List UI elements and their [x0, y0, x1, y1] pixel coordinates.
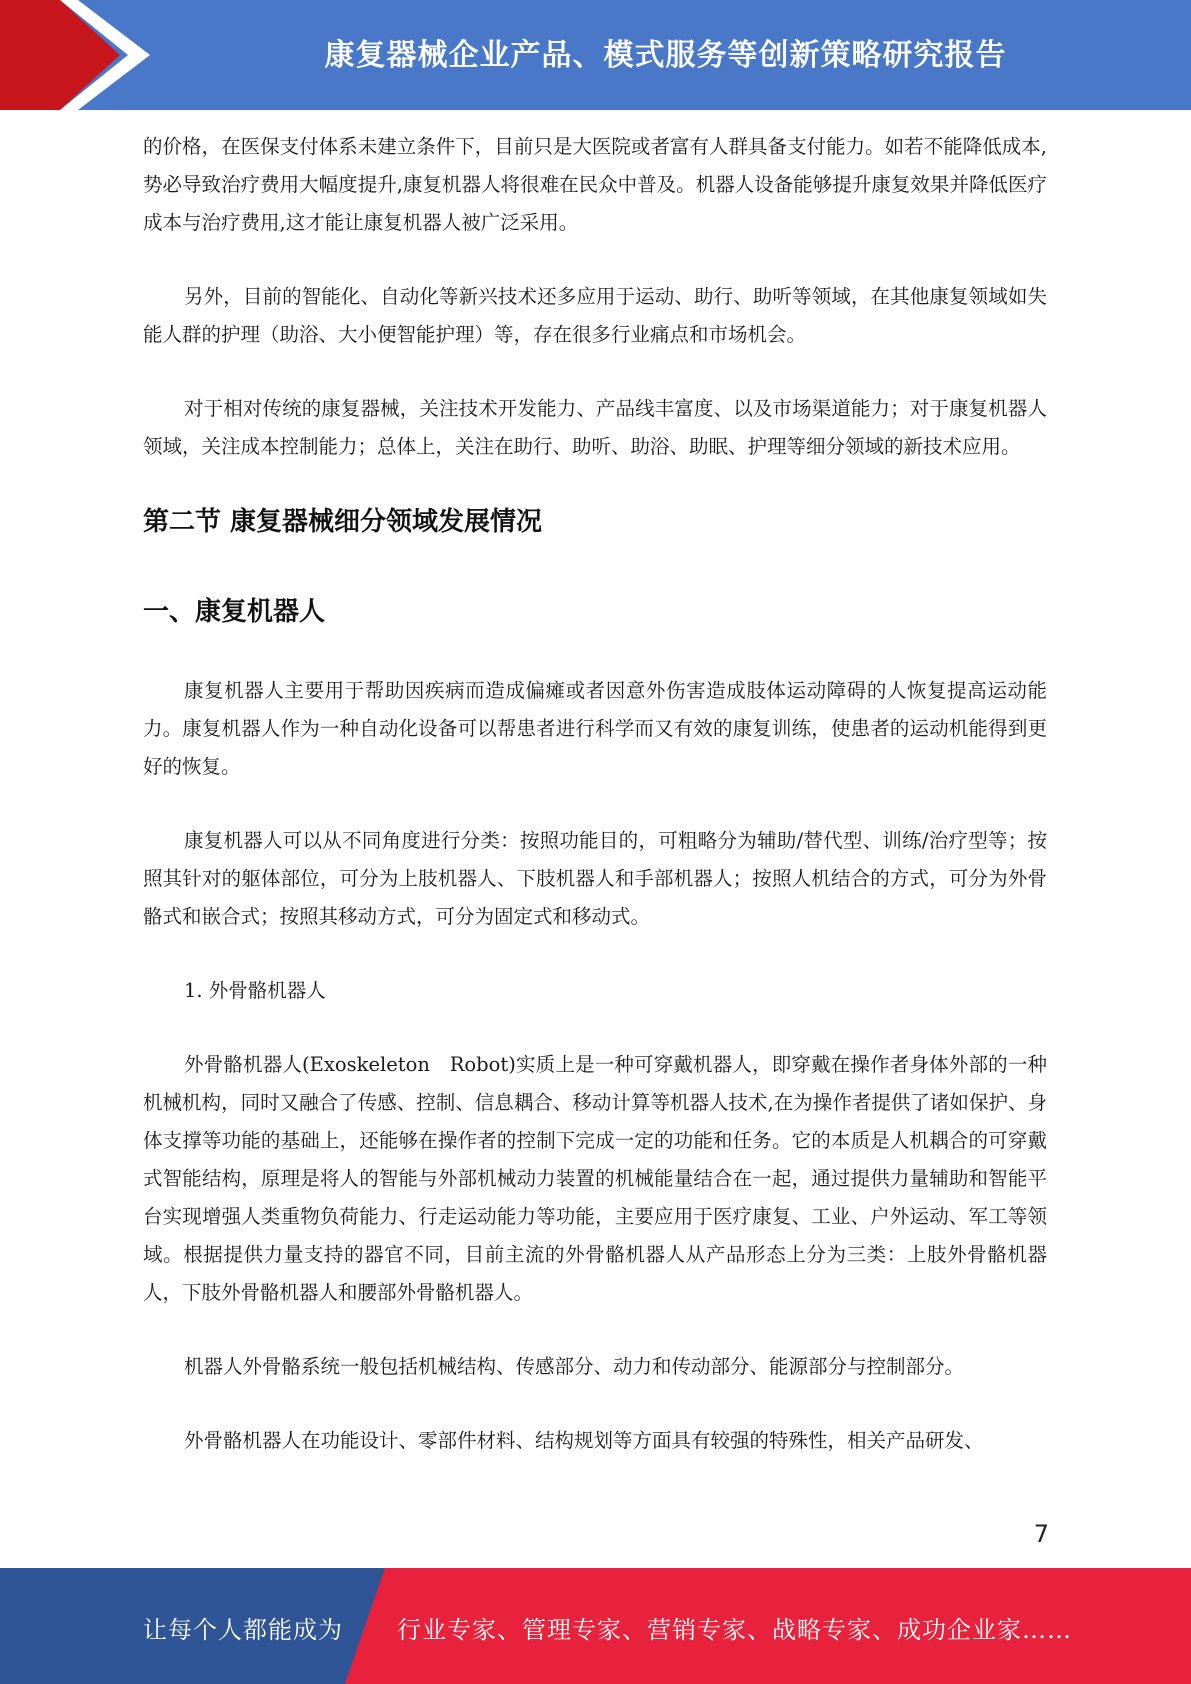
paragraph-robot-classification: 康复机器人可以从不同角度进行分类：按照功能目的，可粗略分为辅助/替代型、训练/治疗型等；按照其针对的躯体部位，可分为上肢机器人、下肢机器人和手部机器人；按照人机结合的方式，可分为外骨骼式和嵌合式；按照其移动方式，可分为固定式和移动式。 — [143, 829, 1047, 928]
item-title-exoskeleton: 1. 外骨骼机器人 — [184, 979, 326, 1002]
paragraph-cost: 的价格，在医保支付体系未建立条件下，目前只是大医院或者富有人群具备支付能力。如若不能降低成本,势必导致治疗费用大幅度提升,康复机器人将很难在民众中普及。机器人设备能够提升康复效果并降低医疗成本与治疗费用,这才能让康复机器人被广泛采用。 — [143, 135, 1047, 234]
report-title: 康复器械企业产品、模式服务等创新策略研究报告 — [324, 38, 1007, 73]
paragraph-emerging-tech: 另外，目前的智能化、自动化等新兴技术还多应用于运动、助行、助听等领域，在其他康复领域如失能人群的护理（助浴、大小便智能护理）等，存在很多行业痛点和市场机会。 — [143, 285, 1047, 346]
paragraph-exoskeleton-design: 外骨骼机器人在功能设计、零部件材料、结构规划等方面具有较强的特殊性，相关产品研发、 — [184, 1429, 984, 1452]
paragraph-exoskeleton-definition: 外骨骼机器人(Exoskeleton Robot)实质上是一种可穿戴机器人，即穿戴在操作者身体外部的一种机械机构，同时又融合了传感、控制、信息耦合、移动计算等机器人技术,在为操作者提供了诸如保护、身体支撑等功能的基础上，还能够在操作者的控制下完成一定的功能和任务。它的本质是人机耦合的可穿戴式智能结构，原理是将人的智能与外部机械动力装置的机械能量结合在一起，通过提供力量辅助和智能平台实现增强人类重物负荷能力、行走运动能力等功能，主要应用于医疗康复、工业、户外运动、军工等领域。根据提供力量支持的器官不同，目前主流的外骨骼机器人从产品形态上分为三类：上肢外骨骼机器人，下肢外骨骼机器人和腰部外骨骼机器人。 — [143, 1053, 1047, 1304]
page-number: 7 — [1033, 1520, 1049, 1548]
paragraph-focus: 对于相对传统的康复器械，关注技术开发能力、产品线丰富度、以及市场渠道能力；对于康复机器人领域，关注成本控制能力；总体上，关注在助行、助听、助浴、助眠、护理等细分领域的新技术应用。 — [143, 397, 1047, 458]
header-banner — [0, 0, 1191, 110]
footer-banner — [0, 1568, 1191, 1684]
paragraph-exoskeleton-system: 机器人外骨骼系统一般包括机械结构、传感部分、动力和传动部分、能源部分与控制部分。 — [184, 1355, 965, 1378]
document-body — [143, 128, 1047, 1460]
header-arrow-decoration — [0, 0, 160, 110]
footer-slogan-right: 行业专家、管理专家、营销专家、战略专家、成功企业家…… — [397, 1616, 1072, 1644]
paragraph-robot-intro: 康复机器人主要用于帮助因疾病而造成偏瘫或者因意外伤害造成肢体运动障碍的人恢复提高运动能力。康复机器人作为一种自动化设备可以帮患者进行科学而又有效的康复训练，使患者的运动机能得到更好的恢复。 — [143, 679, 1047, 778]
subsection-title: 一、康复机器人 — [143, 597, 326, 627]
section-title: 第二节 康复器械细分领域发展情况 — [143, 507, 543, 537]
footer-slogan-left: 让每个人都能成为 — [143, 1616, 343, 1644]
